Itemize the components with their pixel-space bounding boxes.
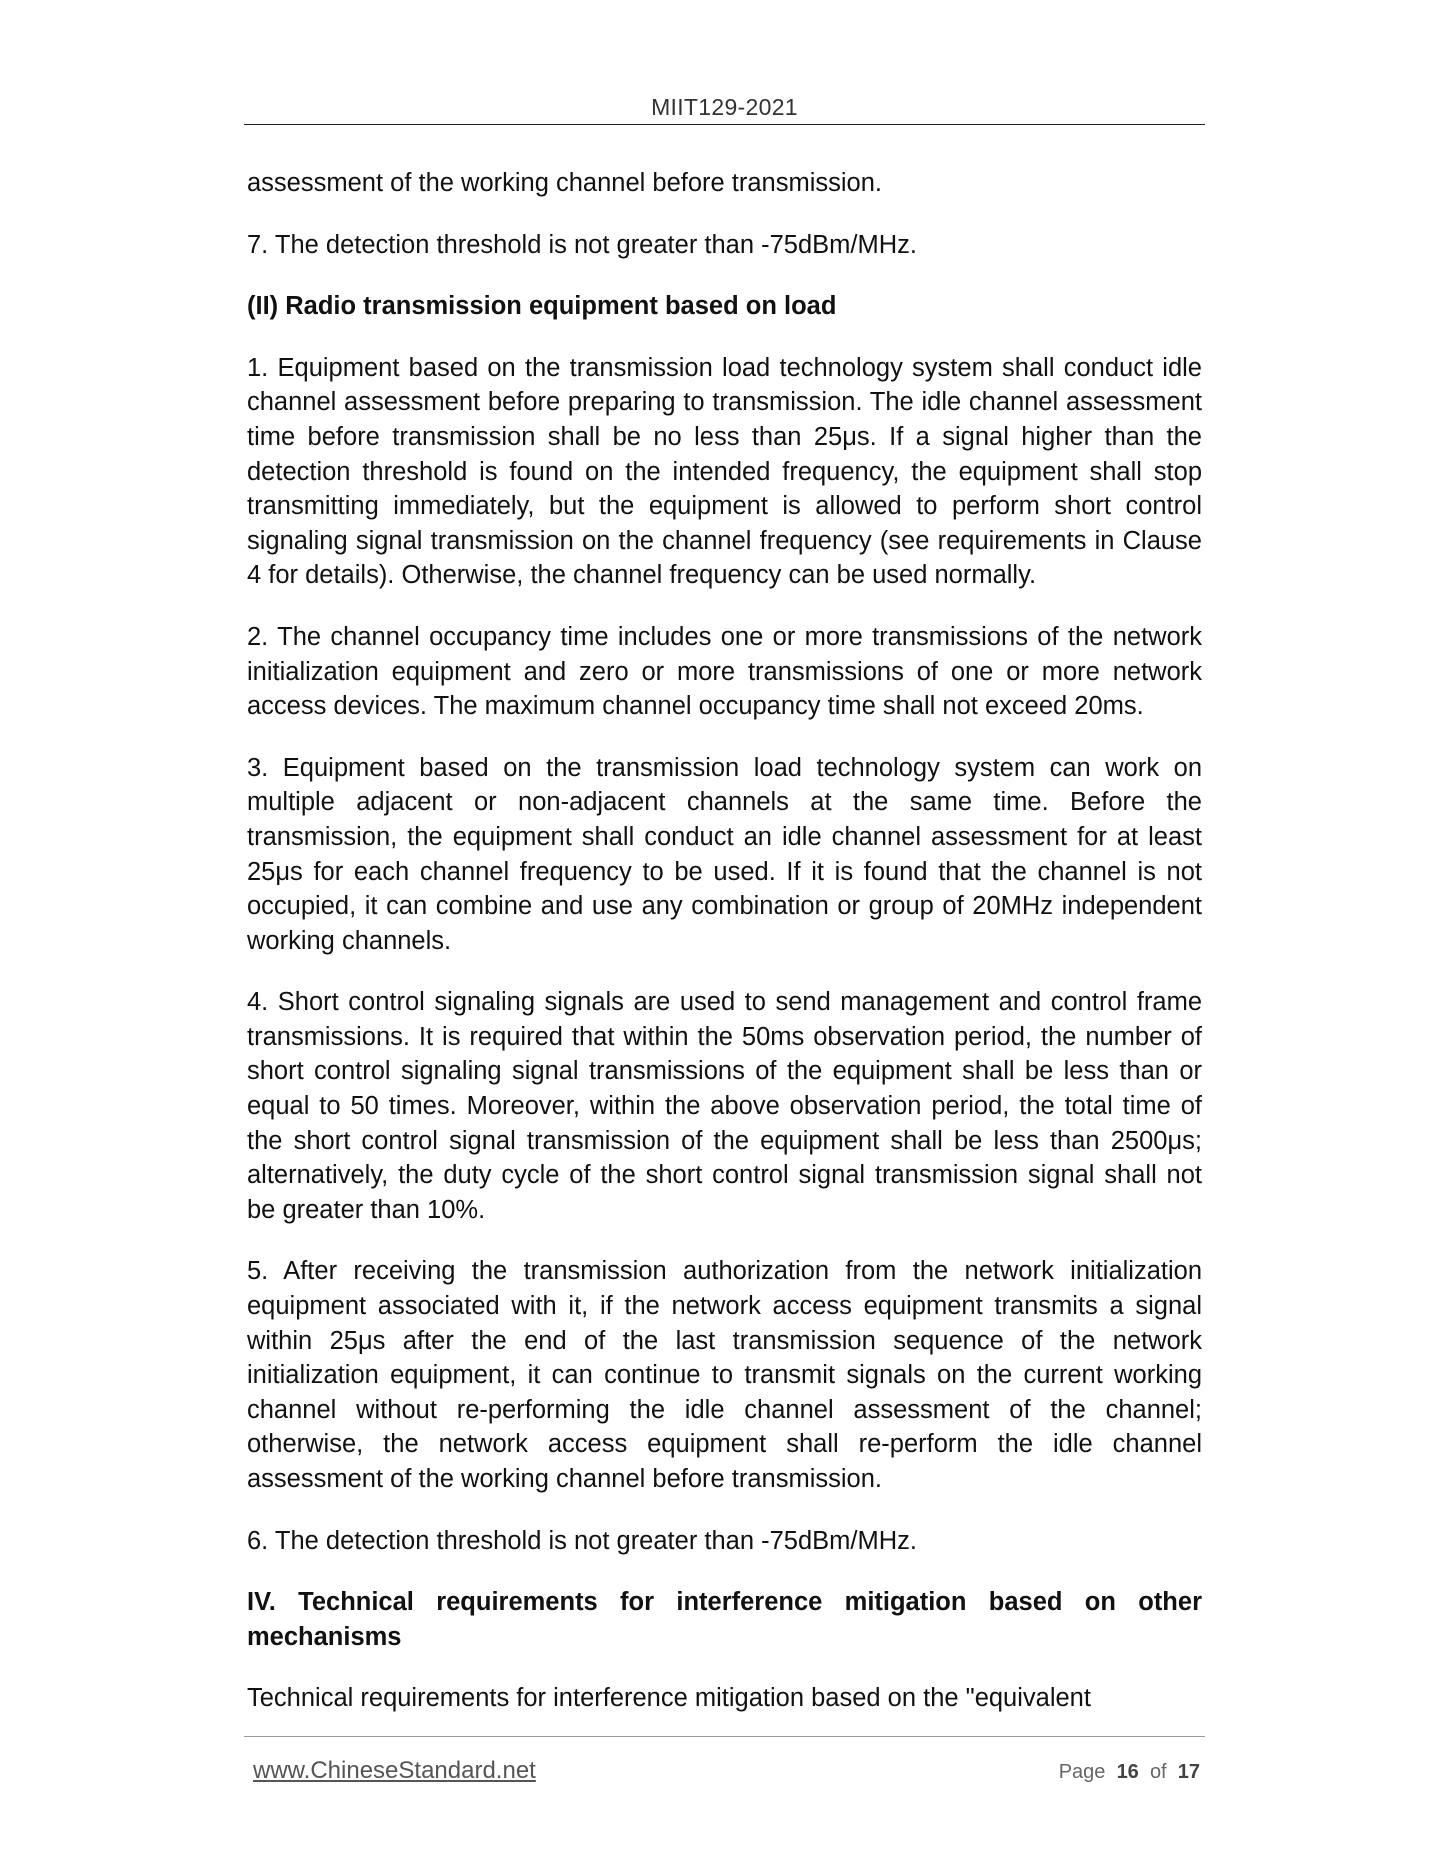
header-divider: [244, 124, 1205, 125]
paragraph-item-2: 2. The channel occupancy time includes one or more transmissions of the network initialization equipment and zero or more transmissions of one or more network access devices. The maximum channel occupancy time shall not exceed 20ms.: [247, 622, 1202, 721]
paragraph-item-7: 7. The detection threshold is not greater than -75dBm/MHz.: [247, 230, 917, 259]
paragraph-item-5: 5. After receiving the transmission authorization from the network initialization equipment associated with it, if the network access equipment transmits a signal within 25μs after the end of the last transmission sequence of the network initialization equipment, it can continue to transmit signals on the current working channel without re-performing the idle channel assessment of the channel; otherwise, the network access equipment shall re-perform the idle channel assessment of the working channel before transmission.: [247, 1257, 1202, 1493]
document-header-id: MIIT129-2021: [651, 94, 798, 120]
paragraph-equivalent-intro: Technical requirements for interference mitigation based on the "equivalent: [247, 1684, 1091, 1713]
paragraph-continuation: assessment of the working channel before transmission.: [247, 169, 882, 197]
paragraph-item-6: 6. The detection threshold is not greater than -75dBm/MHz.: [247, 1526, 917, 1555]
section-heading-other-mechanisms: IV. Technical requirements for interference mitigation based on other mechanisms: [247, 1588, 1202, 1651]
paragraph-item-4: 4. Short control signaling signals are used to send management and control frame transmissions. It is required that within the 50ms observation period, the number of short control signaling signal transmissions of the equipment shall be less than or equal to 50 times. Moreover, within the above observation period, the total time of the short control signal transmission of the equipment shall be less than 2500μs; alternatively, the duty cycle of the short control signal transmission signal shall not be greater than 10%.: [247, 988, 1202, 1224]
page-indicator: [1059, 1761, 1200, 1784]
section-heading-load-equipment: (II) Radio transmission equipment based on load: [247, 292, 837, 321]
paragraph-item-1: 1. Equipment based on the transmission load technology system shall conduct idle channel assessment before preparing to transmission. The idle channel assessment time before transmission shall be no less than 25μs. If a signal higher than the detection threshold is found on the intended frequency, the equipment shall stop transmitting immediately, but the equipment is allowed to perform short control signaling signal transmission on the channel frequency (see requirements in Clause 4 for details). Otherwise, the channel frequency can be used normally.: [247, 353, 1202, 590]
website-link[interactable]: www.ChineseStandard.net: [253, 1757, 536, 1784]
page-body: [247, 166, 1202, 1743]
of-label: of: [1149, 1761, 1167, 1783]
total-page-count: 17: [1177, 1761, 1200, 1783]
page-label: Page: [1058, 1761, 1106, 1783]
paragraph-item-3: 3. Equipment based on the transmission load technology system can work on multiple adjacent or non-adjacent channels at the same time. Before the transmission, the equipment shall conduct an idle channel assessment for at least 25μs for each channel frequency to be used. If it is found that the channel is not occupied, it can combine and use any combination or group of 20MHz independent working channels.: [247, 753, 1202, 955]
footer-divider: [244, 1736, 1205, 1737]
current-page-number: 16: [1116, 1761, 1139, 1783]
